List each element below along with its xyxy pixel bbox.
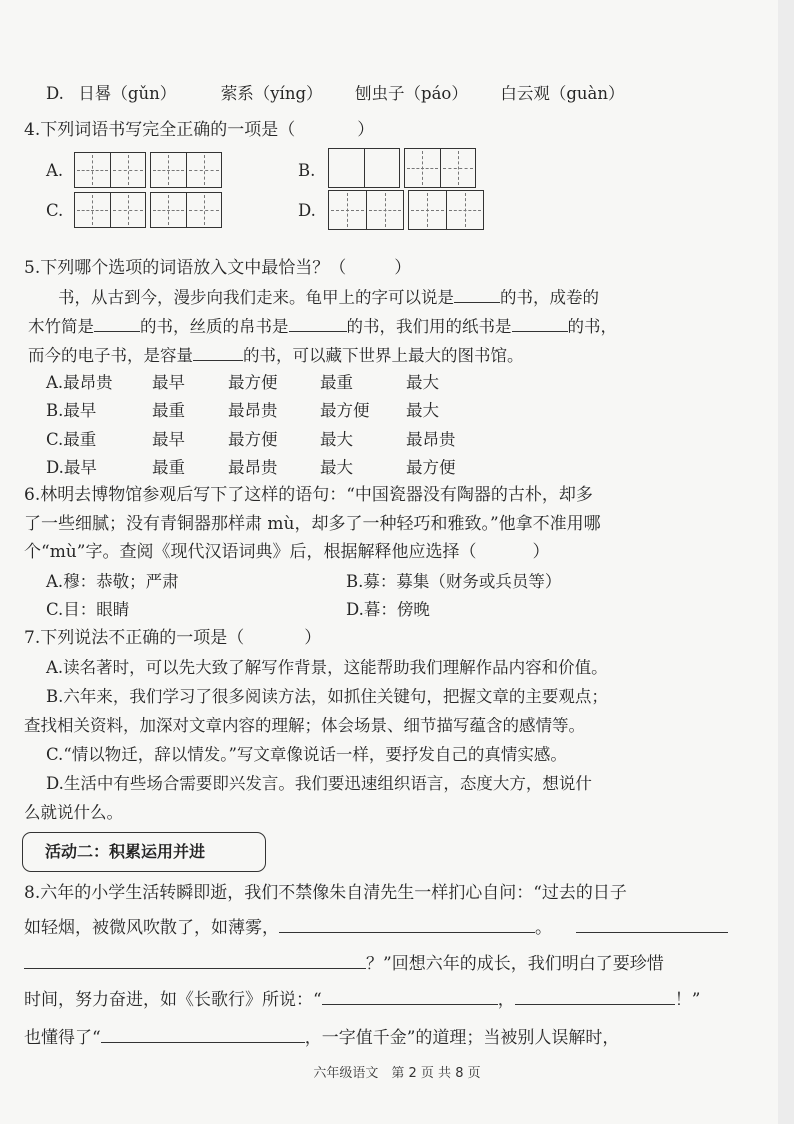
- option-item: 萦系（yíng）: [220, 84, 323, 103]
- option-cell: 最昂贵: [228, 458, 278, 477]
- option-cell: C.最重: [46, 430, 97, 449]
- page-footer: 六年级语文 第 2 页 共 8 页: [313, 1066, 481, 1081]
- passage-text: 的书，丝质的帛书是: [140, 317, 289, 336]
- char-box-pair: [328, 148, 400, 188]
- char-box-pair: [150, 152, 222, 188]
- option-cell: 最早: [152, 373, 185, 392]
- question-8-line: [24, 1026, 619, 1049]
- char-box-pair: [404, 148, 476, 188]
- option-cell: 最方便: [228, 430, 278, 449]
- answer-paren-close: ）: [394, 258, 412, 278]
- q4-option-a-label: A.: [46, 161, 64, 180]
- passage-text: 的书，成卷的: [500, 288, 599, 307]
- q4-option-b-grid: [328, 148, 476, 188]
- blank-line: [94, 315, 140, 332]
- q4-option-d-grid: [328, 190, 484, 230]
- option-cell: A.最昂贵: [46, 373, 113, 392]
- passage-text: 木竹简是: [28, 317, 94, 336]
- question-8-line: [24, 988, 700, 1011]
- option-item: 刨虫子（páo）: [355, 84, 468, 103]
- question-4-stem: [24, 119, 374, 141]
- blank-line: [512, 315, 568, 332]
- option-cell: 最重: [152, 401, 185, 420]
- q7-option-line: 么就说什么。: [24, 803, 123, 822]
- section-title: 活动二：积累运用并进: [22, 832, 266, 872]
- q5-passage-line: [28, 315, 617, 338]
- option-cell: D.最早: [46, 458, 97, 477]
- question-text: ！”: [674, 990, 701, 1010]
- option-cell: 最方便: [406, 458, 456, 477]
- q4-option-c-grid: [74, 192, 222, 228]
- question-7-stem: [24, 627, 321, 649]
- q4-option-c-label: C.: [46, 201, 64, 220]
- option-cell: 最昂贵: [228, 401, 278, 420]
- q6-option-a: A.穆：恭敬；严肃: [46, 572, 179, 591]
- answer-paren-close: ）: [304, 628, 322, 648]
- question-8-line: [24, 916, 728, 939]
- option-label: D.: [46, 84, 64, 103]
- q3-option-d: [46, 83, 625, 105]
- question-6-line: 6.林明去博物馆参观后写下了这样的语句：“中国瓷器没有陶器的古朴，却多: [24, 485, 593, 505]
- blank-line: [576, 916, 728, 933]
- scan-edge: [778, 0, 794, 1124]
- question-6-line: [24, 541, 549, 563]
- blank-line: [289, 315, 347, 332]
- question-text: ，: [497, 990, 515, 1010]
- char-box-pair: [150, 192, 222, 228]
- q7-option-line: A.读名著时，可以先大致了解写作背景，这能帮助我们理解作品内容和价值。: [46, 658, 608, 677]
- option-cell: 最重: [152, 458, 185, 477]
- q6-option-c: C.目：眼睛: [46, 600, 130, 619]
- blank-line: [24, 952, 366, 969]
- q5-passage-line: [58, 286, 599, 309]
- answer-paren-close: ）: [357, 120, 375, 140]
- question-5-stem: [24, 257, 411, 279]
- question-text: ，一字值千金”的道理；当被别人误解时，: [304, 1028, 620, 1048]
- blank-line: [101, 1026, 305, 1043]
- option-cell: 最早: [152, 430, 185, 449]
- option-cell: 最方便: [320, 401, 370, 420]
- option-cell: 最大: [320, 430, 353, 449]
- char-box-pair: [74, 152, 146, 188]
- question-8-line: [24, 952, 664, 975]
- question-text: 4.下列词语书写完全正确的一项是（: [24, 120, 296, 140]
- question-text: 5.下列哪个选项的词语放入文中最恰当？（: [24, 258, 347, 278]
- q6-option-d: D.暮：傍晚: [346, 600, 430, 619]
- option-cell: 最大: [406, 373, 439, 392]
- answer-paren-close: ）: [532, 542, 550, 562]
- question-text: 也懂得了“: [24, 1028, 101, 1048]
- q7-option-line: C.“情以物迁，辞以情发。”写文章像说话一样，要抒发自己的真情实感。: [46, 745, 567, 764]
- question-8-line: 8.六年的小学生活转瞬即逝，我们不禁像朱自清先生一样扪心自问：“过去的日子: [24, 883, 627, 903]
- q7-option-line: D.生活中有些场合需要即兴发言。我们要迅速组织语言，态度大方，想说什: [46, 774, 592, 793]
- q4-option-d-label: D.: [298, 201, 316, 220]
- option-cell: 最大: [406, 401, 439, 420]
- blank-line: [193, 344, 243, 361]
- passage-text: 的书，: [567, 317, 617, 336]
- option-item: 白云观（guàn）: [500, 84, 625, 103]
- question-6-line: 了一些细腻；没有青铜器那样肃 mù，却多了一种轻巧和雅致。”他拿不准用哪: [24, 514, 601, 534]
- blank-line: [322, 988, 498, 1005]
- option-item: 日晷（gǔn）: [78, 84, 177, 103]
- option-cell: 最大: [320, 458, 353, 477]
- passage-text: 书，从古到今，漫步向我们走来。龟甲上的字可以说是: [58, 288, 454, 307]
- char-box-pair: [328, 190, 404, 230]
- char-box-pair: [408, 190, 484, 230]
- q5-passage-line: [28, 344, 524, 367]
- question-text: 个“mù”字。查阅《现代汉语词典》后，根据解释他应选择（: [24, 542, 477, 562]
- q7-option-line: B.六年来，我们学习了很多阅读方法，如抓住关键句，把握文章的主要观点；: [46, 687, 608, 706]
- question-text: 。: [535, 918, 552, 938]
- blank-line: [454, 286, 500, 303]
- blank-line: [279, 916, 535, 933]
- passage-text: 的书，我们用的纸书是: [346, 317, 512, 336]
- question-text: 时间，努力奋进，如《长歌行》所说：“: [24, 990, 322, 1010]
- q4-option-b-label: B.: [298, 161, 316, 180]
- option-cell: 最昂贵: [406, 430, 456, 449]
- q4-option-a-grid: [74, 152, 222, 188]
- char-box-pair: [74, 192, 146, 228]
- question-text: ？”回想六年的成长，我们明白了要珍惜: [366, 954, 664, 974]
- passage-text: 而今的电子书，是容量: [28, 346, 193, 365]
- blank-line: [515, 988, 675, 1005]
- q6-option-b: B.募：募集（财务或兵员等）: [346, 572, 562, 591]
- question-text: 7.下列说法不正确的一项是（: [24, 628, 245, 648]
- q7-option-line: 查找相关资料，加深对文章内容的理解；体会场景、细节描写蕴含的感情等。: [24, 716, 585, 735]
- option-cell: 最重: [320, 373, 353, 392]
- question-text: 如轻烟，被微风吹散了，如薄雾，: [24, 918, 279, 938]
- passage-text: 的书，可以藏下世界上最大的图书馆。: [243, 346, 524, 365]
- option-cell: 最方便: [228, 373, 278, 392]
- option-cell: B.最早: [46, 401, 97, 420]
